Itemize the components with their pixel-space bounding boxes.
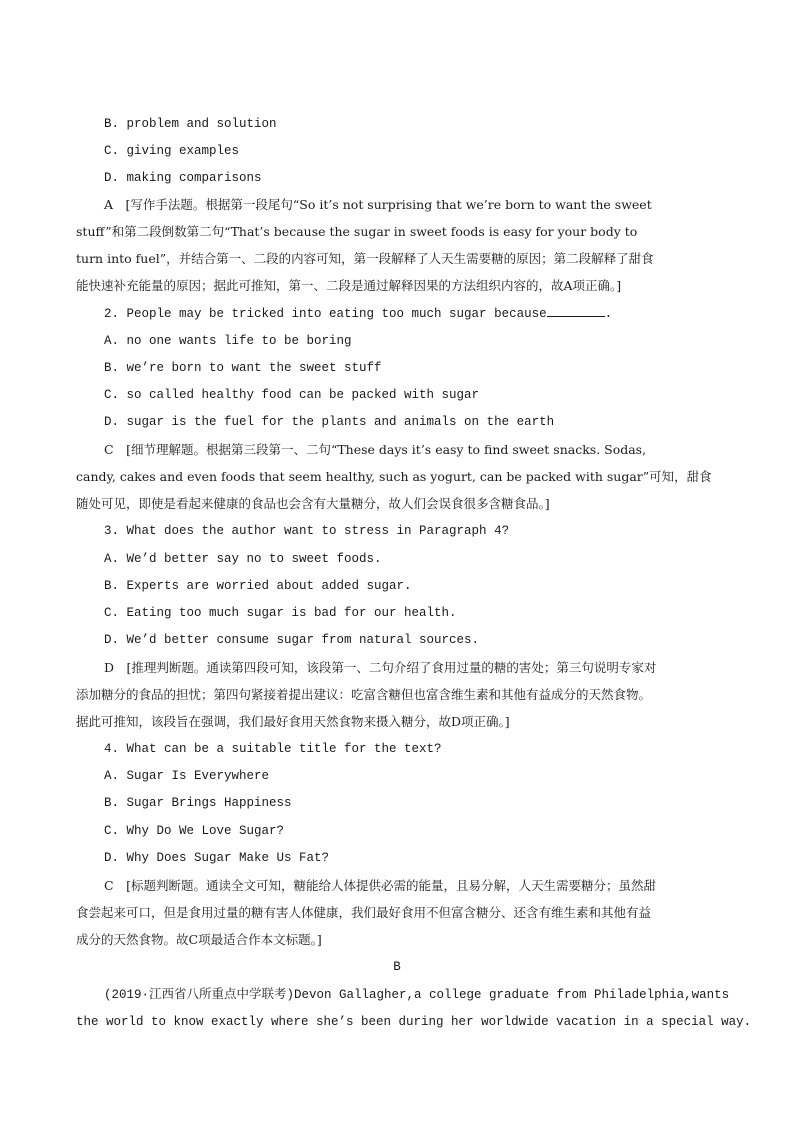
explanation-q3-line3: 据此可推知，该段旨在强调，我们最好食用天然食物来摄入糖分，故D项正确。] (76, 714, 510, 729)
passage-b-line1: (2019·江西省八所重点中学联考)Devon Gallagher,a college graduate from Philadelphia,wants (104, 988, 730, 1002)
explanation-q1-line2: stuff”和第二段倒数第二句“That’s because the sugar in sweet foods is easy for your body to (76, 224, 638, 239)
option-q4-d: D. Why Does Sugar Make Us Fat? (104, 851, 330, 865)
explanation-q2-line3: 随处可见，即使是看起来健康的食品也会含有大量糖分，故人们会误食很多含糖食品。] (76, 496, 550, 511)
explanation-q1-line1: A [写作手法题。根据第一段尾句“So it’s not surprising that we’re born to want the sweet (104, 197, 652, 212)
option-q4-b: B. Sugar Brings Happiness (104, 796, 292, 810)
option-q1-b: B. problem and solution (104, 117, 277, 131)
option-q3-d: D. We’d better consume sugar from natural sources. (104, 633, 480, 647)
explanation-q2-line2: candy, cakes and even foods that seem healthy, such as yogurt, can be packed with sugar”可知，甜食 (76, 469, 712, 484)
option-q4-a: A. Sugar Is Everywhere (104, 769, 270, 783)
section-heading: B (393, 960, 401, 974)
passage-b-line2: the world to know exactly where she’s been during her worldwide vacation in a special way. (76, 1015, 752, 1029)
option-q3-b: B. Experts are worried about added sugar. (104, 579, 412, 593)
explanation-q4-line2: 食尝起来可口，但是食用过量的糖有害人体健康，我们最好食用不但富含糖分、还含有维生素和其他有益 (76, 905, 652, 920)
option-q2-d: D. sugar is the fuel for the plants and animals on the earth (104, 415, 555, 429)
explanation-q3-line2: 添加糖分的食品的担忧；第四句紧接着提出建议：吃富含糖但也富含维生素和其他有益成分的天然食物。 (76, 687, 652, 702)
option-q2-b: B. we’re born to want the sweet stuff (104, 361, 382, 375)
question-4-stem: 4. What can be a suitable title for the text? (104, 742, 442, 756)
explanation-q1-line3: turn into fuel”，并结合第一、二段的内容可知，第一段解释了人天生需要糖的原因；第二段解释了甜食 (76, 251, 654, 266)
explanation-q4-line3: 成分的天然食物。故C项最适合作本文标题。] (76, 932, 322, 947)
explanation-q3-line1: D [推理判断题。通读第四段可知，该段第一、二句介绍了食用过量的糖的害处；第三句说明专家对 (104, 660, 657, 675)
explanation-q2-line1: C [细节理解题。根据第三段第一、二句“These days it’s easy to find sweet snacks. Sodas, (104, 442, 647, 457)
explanation-q1-line4: 能快速补充能量的原因；据此可推知，第一、二段是通过解释因果的方法组织内容的，故A项正确。] (76, 278, 622, 293)
option-q3-a: A. We’d better say no to sweet foods. (104, 552, 382, 566)
question-2-stem (104, 304, 612, 324)
option-q2-a: A. no one wants life to be boring (104, 334, 352, 348)
explanation-q4-line1: C [标题判断题。通读全文可知，糖能给人体提供必需的能量，且易分解，人天生需要糖分；虽然甜 (104, 878, 656, 893)
option-q1-c: C. giving examples (104, 144, 240, 158)
option-q4-c: C. Why Do We Love Sugar? (104, 824, 285, 838)
option-q2-c: C. so called healthy food can be packed with sugar (104, 388, 480, 402)
option-q3-c: C. Eating too much sugar is bad for our health. (104, 606, 457, 620)
question-2-stem-text: 2. People may be tricked into eating too much sugar because (104, 307, 547, 321)
question-3-stem: 3. What does the author want to stress in Paragraph 4? (104, 524, 510, 538)
option-q1-d: D. making comparisons (104, 171, 262, 185)
answer-blank (547, 304, 605, 317)
question-2-stem-end: . (604, 307, 613, 321)
